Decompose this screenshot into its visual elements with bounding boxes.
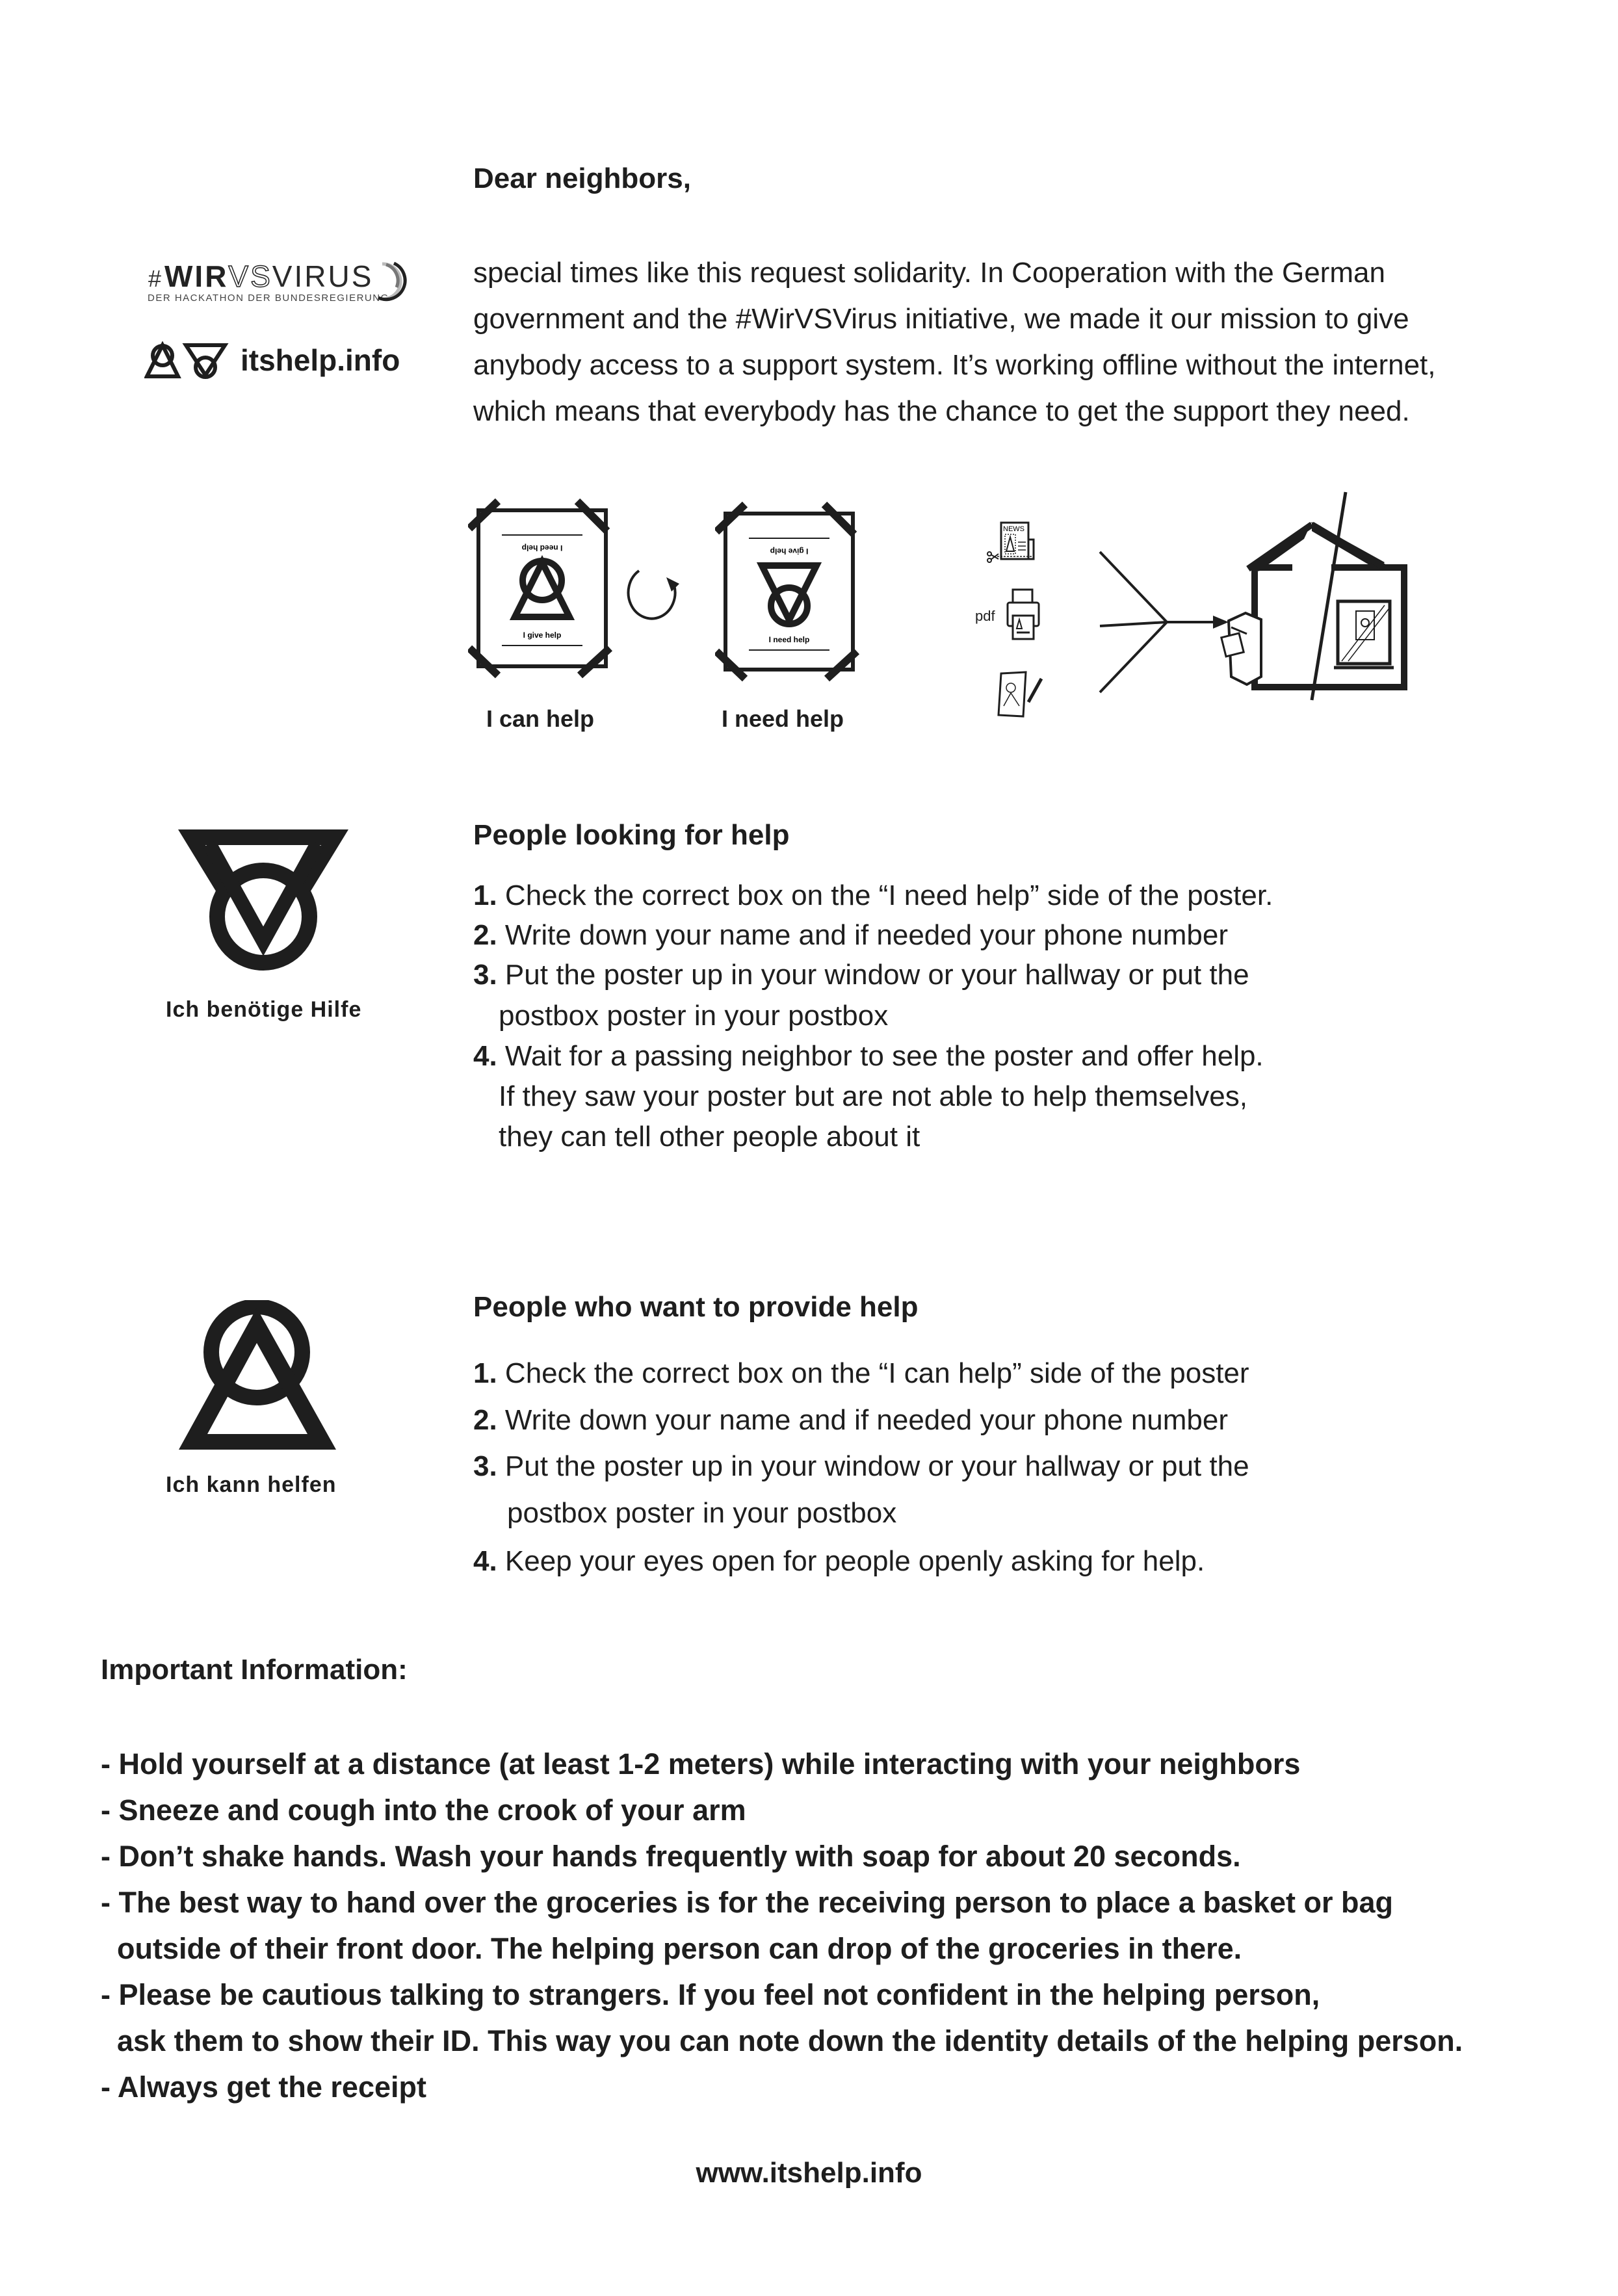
printer-icon bbox=[975, 588, 1073, 647]
intro-line: government and the #WirVSVirus initiative, we made it our mission to give bbox=[473, 303, 1409, 335]
info-line: - Don’t shake hands. Wash your hands frequently with soap for about 20 seconds. bbox=[101, 1840, 1241, 1873]
give-list-item bbox=[473, 1357, 1249, 1390]
item-number: 3. bbox=[473, 1450, 497, 1482]
item-text: Keep your eyes open for people openly asking for help. bbox=[497, 1545, 1205, 1577]
need-list-item-continued: they can tell other people about it bbox=[499, 1121, 920, 1153]
item-text: Wait for a passing neighbor to see the poster and offer help. bbox=[497, 1040, 1264, 1072]
info-line: outside of their front door. The helping person can drop of the groceries in there. bbox=[101, 1932, 1242, 1965]
poster-right-top-text: I give help bbox=[770, 547, 809, 556]
item-number: 2. bbox=[473, 919, 497, 951]
poster-left-top-text: I need help bbox=[521, 543, 563, 553]
item-text: Check the correct box on the “I need help” side of the poster. bbox=[497, 880, 1273, 911]
item-text: Put the poster up in your window or your hallway or put the bbox=[497, 1450, 1249, 1482]
caption-i-can-help: I can help bbox=[486, 705, 595, 732]
wirvsvirus-thin: VIRUS bbox=[272, 259, 374, 293]
wirvsvirus-wordmark bbox=[164, 259, 373, 294]
need-list-item bbox=[473, 880, 1273, 912]
important-info-heading: Important Information: bbox=[101, 1654, 408, 1686]
itshelp-symbols-icon bbox=[144, 341, 229, 380]
give-list-item bbox=[473, 1545, 1205, 1578]
give-help-symbol-label: Ich kann helfen bbox=[166, 1472, 337, 1497]
wirvsvirus-hash: # bbox=[148, 265, 162, 292]
wirvsvirus-outline: VS bbox=[228, 259, 272, 293]
rotate-arrow-icon bbox=[621, 566, 686, 637]
section-give-heading: People who want to provide help bbox=[473, 1291, 919, 1323]
item-number: 3. bbox=[473, 959, 497, 991]
need-help-symbol-icon bbox=[176, 826, 351, 975]
need-list-item-continued: If they saw your poster but are not able to help themselves, bbox=[499, 1080, 1247, 1112]
wirvsvirus-bold: WIR bbox=[164, 259, 229, 293]
item-text: Write down your name and if needed your phone number bbox=[497, 919, 1229, 951]
poster-i-need-help-illustration bbox=[715, 501, 865, 683]
poster-left-bottom-text: I give help bbox=[523, 631, 562, 640]
info-line: - Sneeze and cough into the crook of your arm bbox=[101, 1794, 746, 1827]
item-number: 1. bbox=[473, 880, 497, 911]
info-line: - Always get the receipt bbox=[101, 2070, 426, 2104]
need-list-item bbox=[473, 959, 1249, 991]
intro-line: anybody access to a support system. It’s working offline without the internet, bbox=[473, 349, 1436, 381]
need-help-symbol-label: Ich benötige Hilfe bbox=[166, 997, 362, 1022]
info-line: ask them to show their ID. This way you can note down the identity details of the helping person. bbox=[101, 2024, 1463, 2057]
wirvsvirus-ring-icon bbox=[371, 261, 410, 302]
wirvsvirus-logo bbox=[146, 260, 406, 312]
item-number: 2. bbox=[473, 1404, 497, 1436]
footer-website-link[interactable]: www.itshelp.info bbox=[696, 2157, 922, 2189]
item-text: Put the poster up in your window or your hallway or put the bbox=[497, 959, 1249, 991]
item-text: Check the correct box on the “I can help” side of the poster bbox=[497, 1357, 1249, 1389]
newspaper-label: NEWS bbox=[1003, 525, 1024, 533]
item-text: Write down your name and if needed your phone number bbox=[497, 1404, 1229, 1436]
need-list-item bbox=[473, 1040, 1264, 1073]
greeting: Dear neighbors, bbox=[473, 163, 691, 194]
need-list-item-continued: postbox poster in your postbox bbox=[499, 1000, 889, 1032]
info-line: - Please be cautious talking to strangers. If you feel not confident in the helping person, bbox=[101, 1978, 1320, 2011]
give-list-item bbox=[473, 1450, 1249, 1483]
item-number: 4. bbox=[473, 1040, 497, 1072]
item-number: 4. bbox=[473, 1545, 497, 1577]
house-icon bbox=[1164, 491, 1469, 705]
item-number: 1. bbox=[473, 1357, 497, 1389]
info-line: - The best way to hand over the groceries is for the receiving person to place a basket or bag bbox=[101, 1886, 1394, 1919]
itshelp-name: itshelp.info bbox=[241, 343, 400, 377]
poster-right-bottom-text: I need help bbox=[768, 635, 810, 644]
caption-i-need-help: I need help bbox=[722, 705, 844, 732]
poster-i-can-help-illustration bbox=[468, 497, 618, 679]
need-list-item bbox=[473, 919, 1228, 952]
section-need-heading: People looking for help bbox=[473, 819, 790, 851]
wirvsvirus-subtitle: DER HACKATHON DER BUNDESREGIERUNG bbox=[148, 293, 389, 304]
give-help-symbol-icon bbox=[166, 1300, 348, 1456]
give-list-item-continued: postbox poster in your postbox bbox=[507, 1497, 897, 1529]
info-line: - Hold yourself at a distance (at least 1-2 meters) while interacting with your neighbors bbox=[101, 1747, 1301, 1781]
drawing-icon bbox=[995, 670, 1060, 722]
newspaper-icon bbox=[982, 520, 1073, 585]
intro-line: special times like this request solidarity. In Cooperation with the German bbox=[473, 257, 1385, 289]
give-list-item bbox=[473, 1404, 1228, 1437]
print-label: pdf bbox=[975, 608, 995, 624]
intro-line: which means that everybody has the chance to get the support they need. bbox=[473, 395, 1410, 427]
